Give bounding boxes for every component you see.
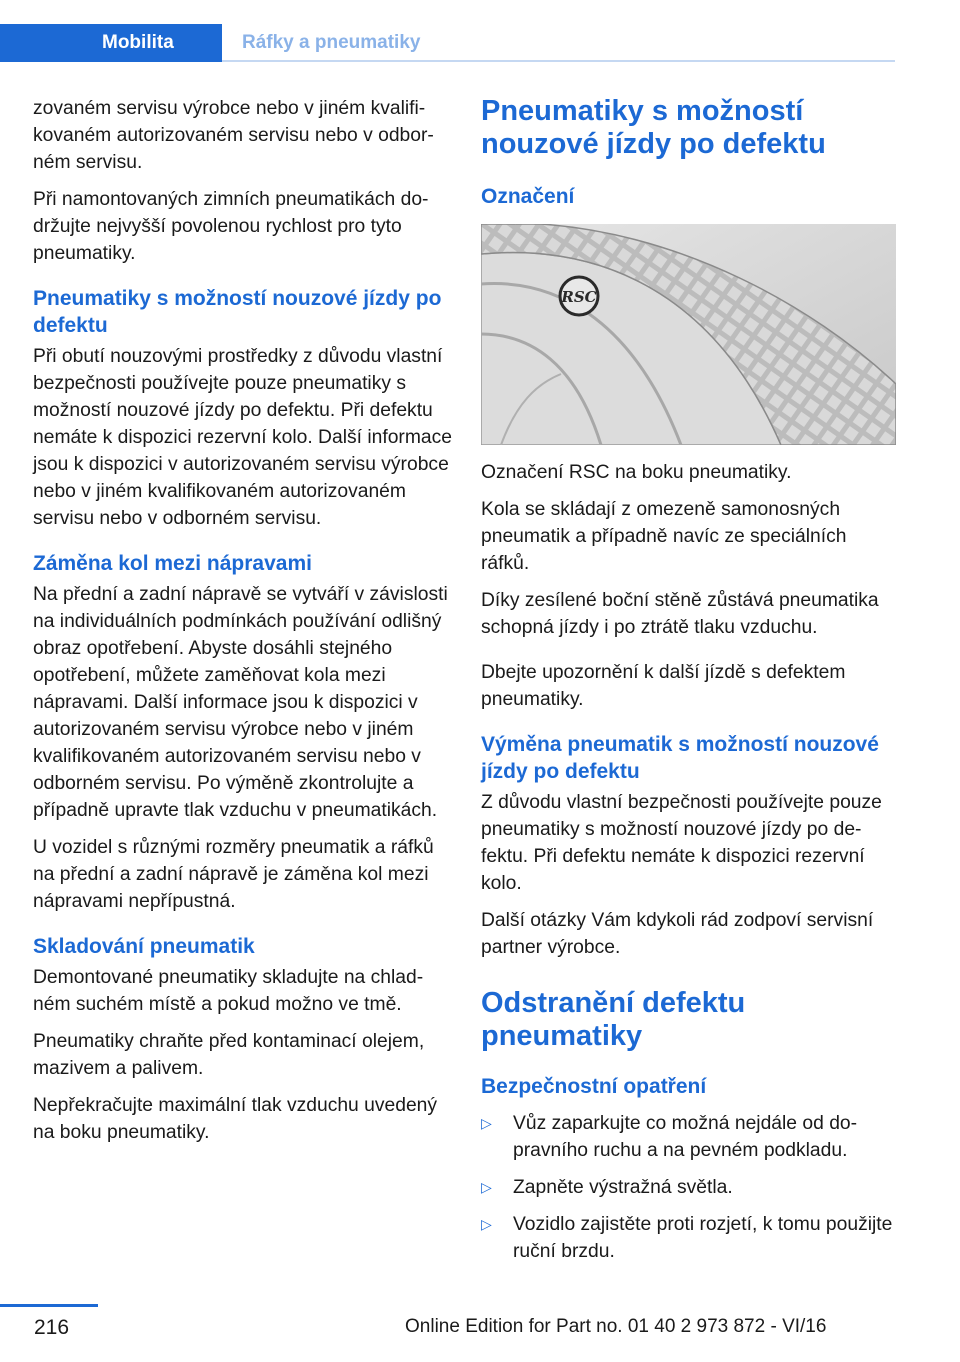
figure-caption: Označení RSC na boku pneumatiky. xyxy=(481,462,792,483)
footer-rule xyxy=(0,1304,98,1307)
paragraph: Na přední a zadní nápravě se vytváří v závislosti na individuálních podmínkách používání odlišný obraz opotřebení. Abyste dosáhli stejného opotřebení, můžete zaměňovat kola mezi nápravami. Další informace jsou k dispozici v autorizovaném servisu výrobce nebo v jiném kvalifikovaném autorizovaném servisu nebo v odborném servisu. Po výměně zkontrolujte a případně upravte tlak vzduchu v pneumatikách. xyxy=(33,584,448,821)
heading-repair-main: Odstranění defektu pneumatiky xyxy=(481,987,746,1052)
paragraph: Další otázky Vám kdykoli rád zodpoví servisní partner výrobce. xyxy=(481,910,874,958)
paragraph: Nepřekračujte maximální tlak vzduchu uvedený na boku pneumatiky. xyxy=(33,1095,438,1143)
paragraph: Z důvodu vlastní bezpečnosti používejte pouze pneumatiky s možností nouzové jízdy po defektu. Při defektu nemáte k dispozici rezervní kolo. xyxy=(481,792,882,894)
edition-note: Online Edition for Part no. 01 40 2 973 872 - VI/16 xyxy=(405,1316,827,1337)
paragraph: Pneumatiky chraňte před kontaminací olejem, mazivem a palivem. xyxy=(33,1031,425,1079)
list-item: ▷ Vůz zaparkujte co možná nejdále od dopravního ruchu a na pevném podkladu. xyxy=(481,1110,896,1164)
chapter-title: Ráfky a pneumatiky xyxy=(242,32,421,53)
paragraph: Díky zesílené boční stěně zůstává pneumatika schopná jízdy i po ztrátě tlaku vzduchu. xyxy=(481,590,879,638)
list-item: ▷ Vozidlo zajistěte proti rozjetí, k tomu použijte ruční brzdu. xyxy=(481,1211,896,1265)
paragraph: Demontované pneumatiky skladujte na chladném suchém místě a pokud možno ve tmě. xyxy=(33,967,424,1015)
heading-safety: Bezpečnostní opatření xyxy=(481,1075,707,1098)
section-tab: Mobilita xyxy=(0,24,222,62)
paragraph: Při namontovaných zimních pneumatikách dodržujte nejvyšší povolenou rychlost pro tyto pneumatiky. xyxy=(33,189,429,264)
header-tabs xyxy=(0,24,895,62)
heading-replace: Výměna pneumatik s možností nouzové jízdy po defektu xyxy=(481,733,879,783)
rsc-logo-text: RSC xyxy=(561,288,597,306)
heading-marking: Označení xyxy=(481,185,575,208)
chapter-tab xyxy=(222,24,895,62)
heading-storage: Skladování pneumatik xyxy=(33,935,255,958)
triangle-bullet-icon: ▷ xyxy=(481,1216,492,1232)
paragraph: zovaném servisu výrobce nebo v jiném kvalifikovaném autorizovaném servisu nebo v odborném servisu. xyxy=(33,98,434,173)
left-column xyxy=(33,95,453,1156)
triangle-bullet-icon: ▷ xyxy=(481,1115,492,1131)
right-column xyxy=(481,95,896,1275)
heading-runflat: Pneumatiky s možností nouzové jízdy po defektu xyxy=(33,287,442,337)
paragraph: Dbejte upozornění k další jízdě s defektem pneumatiky. xyxy=(481,662,846,710)
safety-steps-list xyxy=(481,1110,896,1265)
paragraph: Při obutí nouzovými prostředky z důvodu vlastní bezpečnosti používejte pouze pneumatiky s možností nouzové jízdy po defektu. Při defektu nemáte k dispozici rezervní kolo. Další informace jsou k dispozici v autorizovaném servisu výrobce nebo v jiném kvalifikovaném autorizovaném servisu nebo v odborném servisu. xyxy=(33,346,452,529)
heading-axle-swap: Záměna kol mezi nápravami xyxy=(33,552,312,575)
heading-runflat-main: Pneumatiky s možností nouzové jízdy po defektu xyxy=(481,95,826,160)
list-item: ▷ Zapněte výstražná světla. xyxy=(481,1174,896,1201)
paragraph: Kola se skládají z omezeně samonosných pneumatik a případně navíc ze speciálních ráfků. xyxy=(481,499,847,574)
triangle-bullet-icon: ▷ xyxy=(481,1179,492,1195)
tire-rsc-image xyxy=(481,224,896,445)
paragraph: U vozidel s různými rozměry pneumatik a ráfků na přední a zadní nápravě je záměna kol mezi nápravami nepřípustná. xyxy=(33,837,434,912)
header-rule xyxy=(222,60,895,62)
page-number: 216 xyxy=(34,1316,70,1339)
